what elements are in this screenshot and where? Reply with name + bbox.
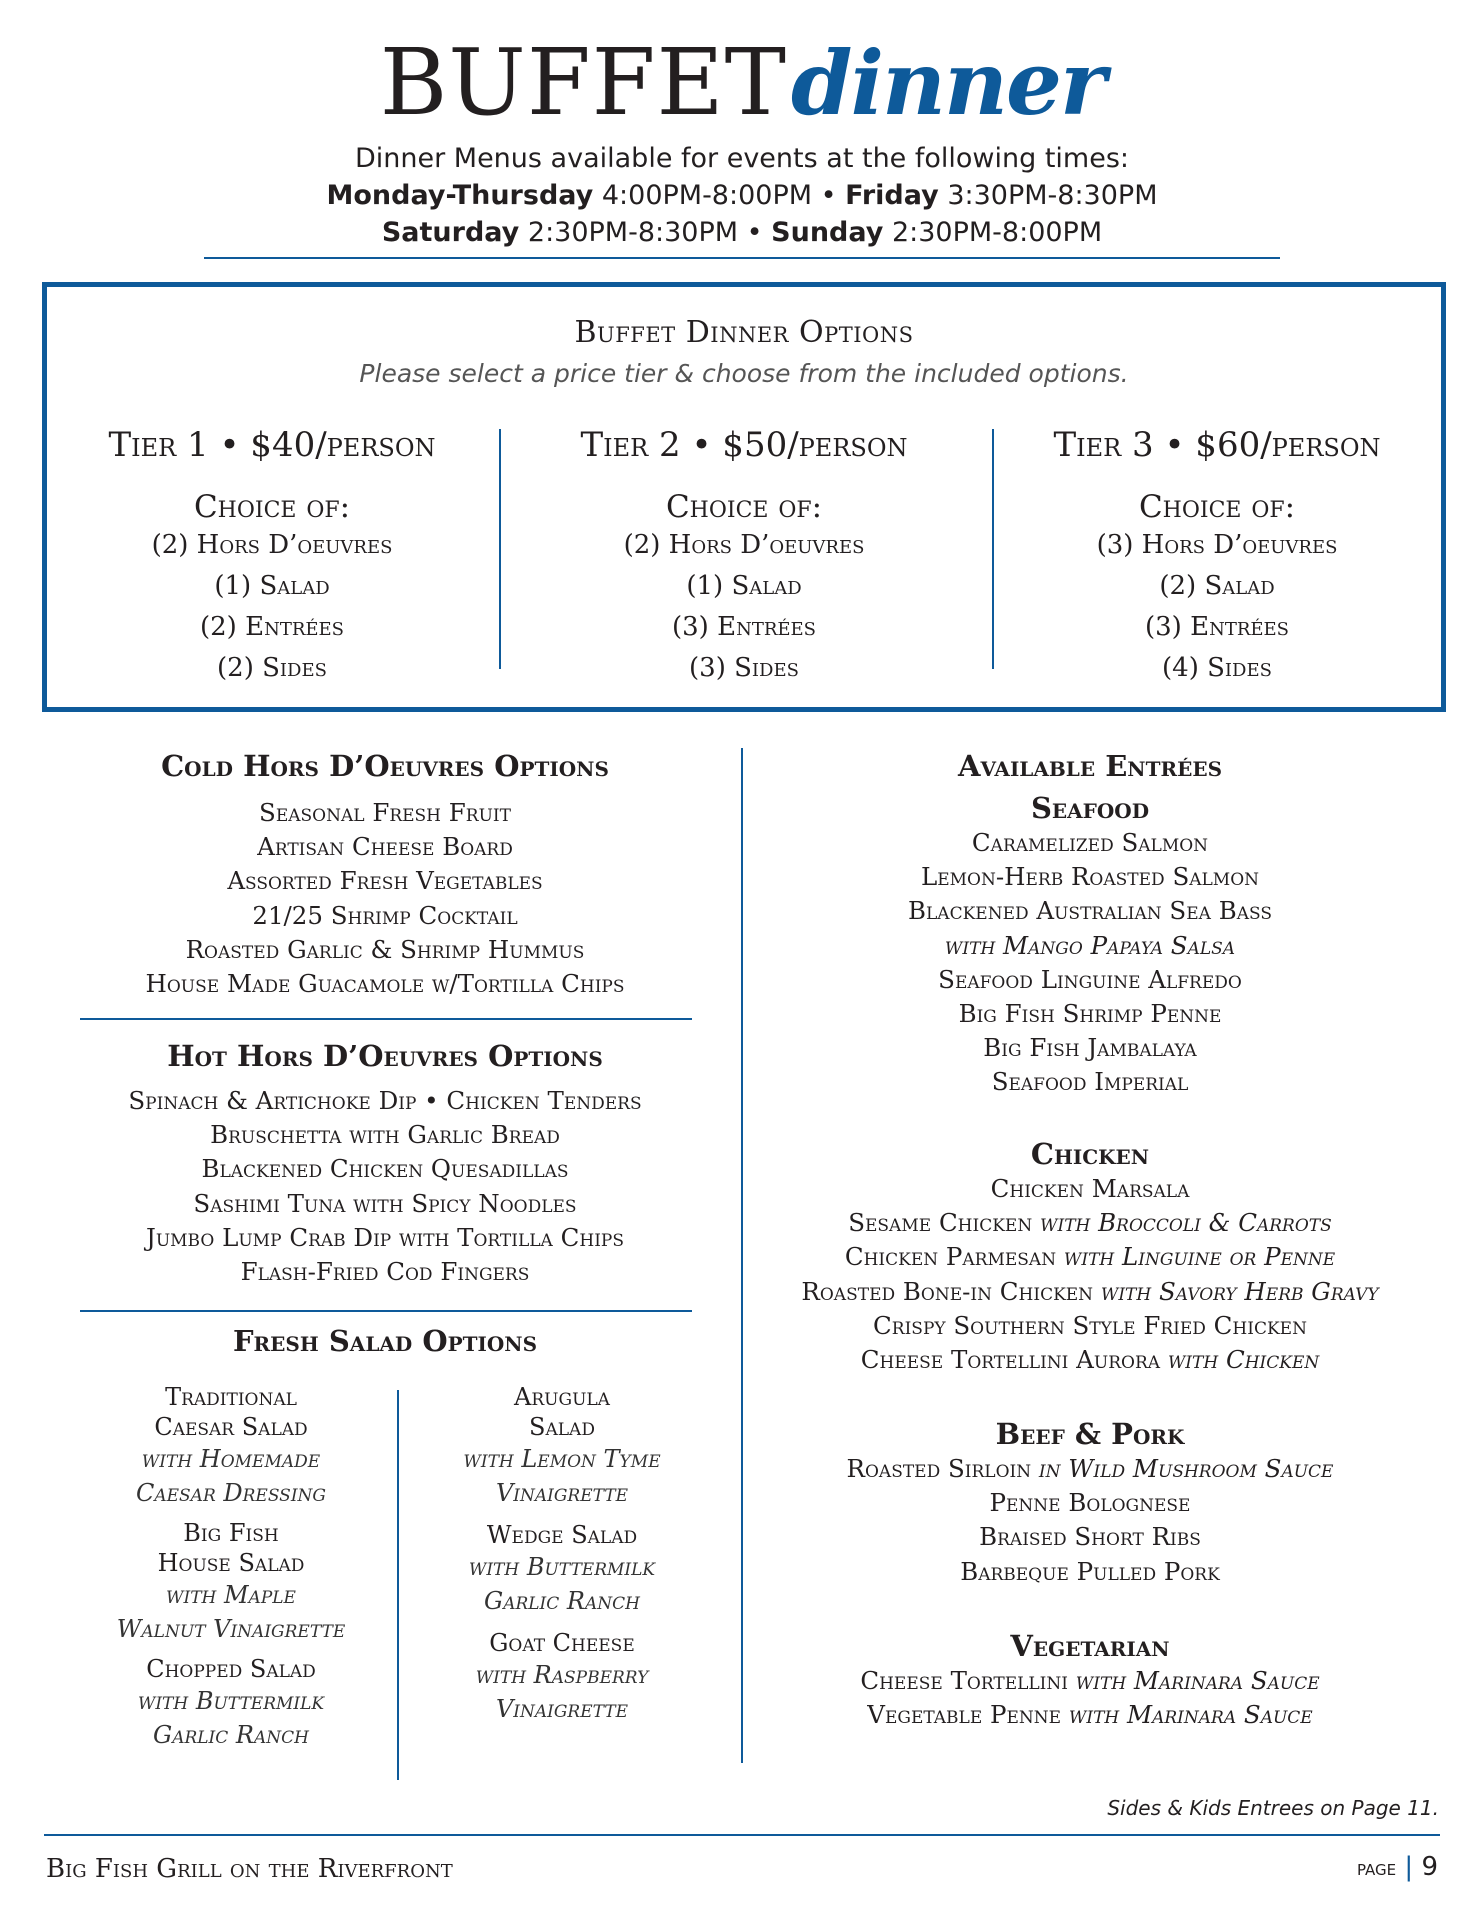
list-item: Spinach & Artichoke Dip • Chicken Tenders: [128, 1086, 642, 1115]
restaurant-name: Big Fish Grill on the Riverfront: [46, 1854, 453, 1884]
schedule-time: 2:30PM-8:00PM: [891, 217, 1103, 248]
page-number-block: [1357, 1852, 1438, 1882]
entree-item: [760, 1065, 1420, 1099]
salad-right-column: [412, 1382, 712, 1726]
entree-note: with Chicken: [1167, 1345, 1320, 1375]
beef-heading: Beef & Pork: [995, 1417, 1185, 1451]
schedule-line-1: Monday-Thursday 4:00PM-8:00PM • Friday 3:30PM-8:30PM: [326, 180, 1158, 211]
entree-item: [760, 826, 1420, 860]
list-item: Bruschetta with Garlic Bread: [210, 1120, 560, 1150]
salad-desc: Garlic Ranch: [153, 1721, 309, 1749]
page-number: 9: [1421, 1852, 1438, 1882]
entree-item: [760, 1664, 1420, 1698]
salad-name: Salad: [529, 1413, 595, 1441]
column-divider: [741, 748, 743, 1763]
schedule-time: 2:30PM-8:30PM: [527, 217, 739, 248]
entree-name: Cheese Tortellini: [860, 1666, 1068, 1695]
title-main: BUFFET: [379, 29, 788, 136]
entree-item: [760, 1275, 1420, 1309]
salad-heading: Fresh Salad Options: [232, 1324, 538, 1358]
salad-desc: Vinaigrette: [495, 1695, 629, 1723]
entree-name: Roasted Sirloin: [846, 1454, 1032, 1483]
entree-item: [760, 1343, 1420, 1377]
section-divider: [80, 1018, 692, 1020]
tier-item: (1) Salad: [214, 571, 330, 601]
entree-note: with Marinara Sauce: [1075, 1666, 1320, 1695]
list-item: Seasonal Fresh Fruit: [259, 798, 511, 827]
entree-name: Big Fish Shrimp Penne: [958, 999, 1222, 1029]
salad-item: [86, 1518, 376, 1646]
hot-hors-heading: Hot Hors D’Oeuvres Options: [167, 1039, 603, 1073]
salad-name: Big Fish: [183, 1519, 279, 1547]
tier-heading: Tier 1 • $40/person: [108, 425, 436, 465]
entree-item: [760, 860, 1420, 894]
salad-desc: with Maple: [166, 1581, 296, 1609]
choice-label: Choice of:: [1138, 489, 1296, 525]
entree-name: Caramelized Salmon: [971, 828, 1209, 857]
tier-item: (2) Salad: [1159, 571, 1275, 601]
cold-hors-heading: Cold Hors D’Oeuvres Options: [161, 749, 609, 783]
entree-name: Sesame Chicken: [848, 1208, 1033, 1238]
salad-desc: Caesar Dressing: [135, 1479, 327, 1507]
entree-note: with Savory Herb Gravy: [1100, 1276, 1379, 1306]
tier-item: (3) Entrées: [672, 612, 816, 642]
entree-item: [760, 1555, 1420, 1589]
schedule-day: Friday: [845, 180, 939, 211]
schedule-day: Saturday: [381, 217, 520, 248]
salad-name: Wedge Salad: [486, 1521, 638, 1549]
entree-name: Braised Short Ribs: [979, 1522, 1201, 1552]
salad-item: [412, 1628, 712, 1726]
tier-divider: [992, 429, 994, 669]
entree-item: [760, 894, 1420, 928]
vegetarian-heading: Vegetarian: [1010, 1629, 1170, 1663]
entree-item: [760, 929, 1420, 963]
salad-name: Goat Cheese: [489, 1629, 635, 1657]
entree-name: Seafood Linguine Alfredo: [938, 964, 1242, 994]
tier-item: (2) Entrées: [200, 612, 344, 642]
entree-name: Penne Bolognese: [989, 1488, 1191, 1518]
tier-item: (2) Hors D’oeuvres: [623, 530, 865, 560]
entrees-heading: Available Entrées: [957, 749, 1223, 783]
entree-name: Cheese Tortellini Aurora: [860, 1345, 1161, 1375]
tier-heading: Tier 3 • $60/person: [1053, 425, 1381, 465]
salad-name: Caesar Salad: [154, 1413, 308, 1441]
entree-name: Chicken Parmesan: [844, 1242, 1057, 1272]
list-item: Assorted Fresh Vegetables: [227, 866, 543, 896]
salad-divider: [397, 1390, 399, 1780]
entree-item: [760, 1698, 1420, 1732]
tier-2: [524, 425, 964, 689]
entree-item: [760, 1206, 1420, 1240]
tier-item: (3) Entrées: [1145, 612, 1289, 642]
entree-name: Crispy Southern Style Fried Chicken: [873, 1310, 1307, 1340]
entree-name: Lemon-Herb Roasted Salmon: [920, 862, 1260, 892]
salad-name: Chopped Salad: [146, 1655, 316, 1683]
entree-note: with Broccoli & Carrots: [1040, 1208, 1332, 1238]
tier-3: [997, 425, 1437, 689]
salad-desc: with Buttermilk: [137, 1687, 325, 1715]
entree-note: in Wild Mushroom Sauce: [1038, 1454, 1334, 1483]
entree-name: Chicken Marsala: [990, 1174, 1190, 1203]
buffet-options-box: [42, 282, 1446, 712]
entree-name: Roasted Bone-in Chicken: [801, 1276, 1094, 1306]
salad-desc: with Raspberry: [475, 1661, 649, 1689]
salad-name: Traditional: [165, 1383, 297, 1411]
footnote: Sides & Kids Entrees on Page 11.: [1107, 1796, 1439, 1820]
schedule-time: 3:30PM-8:30PM: [947, 180, 1158, 211]
choice-label: Choice of:: [665, 489, 823, 525]
seafood-list: [760, 790, 1420, 1100]
salad-item: [412, 1520, 712, 1618]
tier-item: (4) Sides: [1162, 653, 1272, 683]
entree-note: with Marinara Sauce: [1068, 1700, 1313, 1730]
options-subtitle: Please select a price tier & choose from the included options.: [359, 359, 1129, 388]
list-item: Blackened Chicken Quesadillas: [201, 1154, 569, 1184]
entree-item: [760, 1452, 1420, 1486]
salad-name: Arugula: [514, 1383, 610, 1411]
options-title: Buffet Dinner Options: [574, 315, 914, 350]
entree-name: Seafood Imperial: [991, 1067, 1189, 1097]
schedule-line-2: Saturday 2:30PM-8:30PM • Sunday 2:30PM-8:00PM: [381, 217, 1103, 248]
tier-heading: Tier 2 • $50/person: [580, 425, 908, 465]
hot-hors-list: [80, 1084, 690, 1289]
entree-item: [760, 997, 1420, 1031]
schedule-time: 4:00PM-8:00PM: [601, 180, 813, 211]
tier-item: (2) Hors D’oeuvres: [151, 530, 393, 560]
salad-desc: with Homemade: [141, 1445, 321, 1473]
beef-list: [760, 1416, 1420, 1589]
tier-divider: [499, 429, 501, 669]
entree-item: [760, 1240, 1420, 1274]
entree-name: Vegetable Penne: [867, 1700, 1062, 1730]
chicken-heading: Chicken: [1030, 1137, 1150, 1171]
page-separator: |: [1404, 1852, 1414, 1882]
schedule-day: Monday-Thursday: [326, 180, 594, 211]
tier-item: (3) Hors D’oeuvres: [1096, 530, 1338, 560]
entree-name: Blackened Australian Sea Bass: [908, 896, 1272, 926]
salad-desc: Garlic Ranch: [484, 1587, 640, 1615]
entree-name: Barbeque Pulled Pork: [960, 1556, 1220, 1586]
list-item: Flash-Fried Cod Fingers: [240, 1257, 530, 1287]
salad-left-column: [86, 1382, 376, 1752]
list-item: Sashimi Tuna with Spicy Noodles: [193, 1188, 577, 1218]
salad-name: House Salad: [157, 1549, 305, 1577]
cold-hors-list: [80, 796, 690, 1001]
entree-name: Big Fish Jambalaya: [983, 1033, 1197, 1063]
schedule-block: [0, 140, 1484, 251]
entree-item: [760, 1486, 1420, 1520]
entree-item: [760, 1309, 1420, 1343]
tier-1: [52, 425, 492, 689]
salad-item: [86, 1654, 376, 1752]
entree-note: with Mango Papaya Salsa: [944, 930, 1236, 960]
salad-desc: Vinaigrette: [495, 1479, 629, 1507]
page-title: [0, 28, 1484, 138]
intro-line: Dinner Menus available for events at the following times:: [354, 143, 1130, 174]
page-label: page: [1356, 1856, 1397, 1881]
entree-note: with Linguine or Penne: [1063, 1242, 1336, 1272]
salad-item: [412, 1382, 712, 1510]
salad-desc: with Buttermilk: [468, 1553, 656, 1581]
entree-item: [760, 1172, 1420, 1206]
list-item: Roasted Garlic & Shrimp Hummus: [185, 934, 585, 964]
chicken-list: [760, 1136, 1420, 1377]
footer-divider: [44, 1834, 1440, 1836]
schedule-day: Sunday: [771, 217, 884, 248]
list-item: Jumbo Lump Crab Dip with Tortilla Chips: [146, 1222, 624, 1252]
list-item: 21/25 Shrimp Cocktail: [252, 900, 518, 930]
header-divider: [204, 257, 1280, 259]
tier-item: (2) Sides: [217, 653, 327, 683]
list-item: House Made Guacamole w/Tortilla Chips: [145, 969, 625, 999]
salad-desc: with Lemon Tyme: [463, 1445, 661, 1473]
tier-item: (3) Sides: [689, 653, 799, 683]
list-item: Artisan Cheese Board: [257, 832, 513, 862]
vegetarian-list: [760, 1628, 1420, 1732]
salad-item: [86, 1382, 376, 1510]
title-script: dinner: [791, 31, 1105, 135]
entree-item: [760, 1031, 1420, 1065]
salad-desc: Walnut Vinaigrette: [116, 1615, 346, 1643]
choice-label: Choice of:: [193, 489, 351, 525]
section-divider: [80, 1310, 692, 1312]
entree-item: [760, 1520, 1420, 1554]
seafood-heading: Seafood: [1030, 791, 1150, 825]
tier-item: (1) Salad: [686, 571, 802, 601]
entree-item: [760, 963, 1420, 997]
